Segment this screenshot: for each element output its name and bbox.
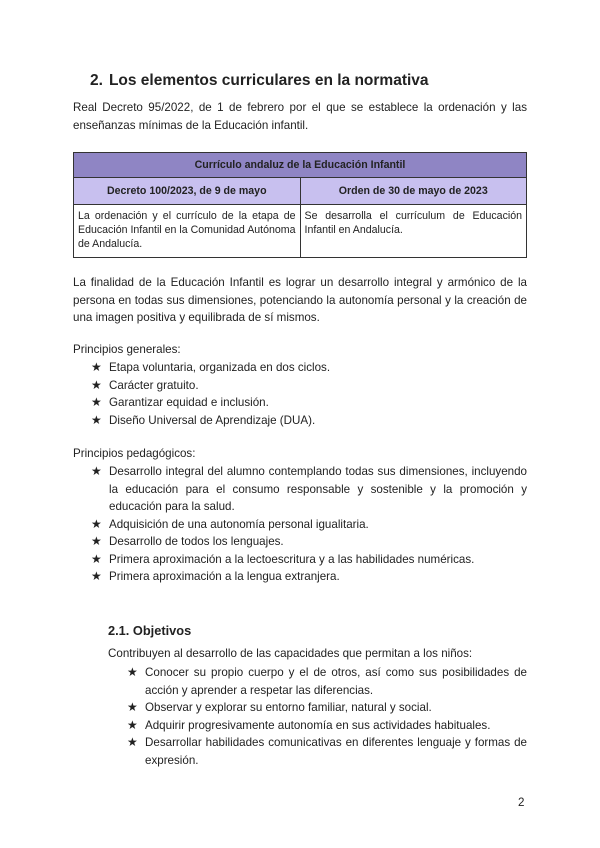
page-number: 2 <box>518 796 525 809</box>
list-item: ★ Conocer su propio cuerpo y el de otros, así como sus posibilidades de acción y aprender a respetar las diferencias. <box>127 665 527 697</box>
list-item: ★ Primera aproximación a la lectoescritura y a las habilidades numéricas. <box>91 551 527 569</box>
intro-paragraph: Real Decreto 95/2022, de 1 de febrero por el que se establece la ordenación y las enseñanzas mínimas de la Educación infantil. <box>73 101 527 132</box>
list-item: ★ Carácter gratuito. <box>91 377 527 395</box>
general-principles-list <box>91 359 527 429</box>
list-item: ★ Desarrollar habilidades comunicativas en diferentes lenguaje y formas de expresión. <box>127 735 527 767</box>
star-bullet-icon: ★ <box>127 700 138 714</box>
star-bullet-icon: ★ <box>91 395 102 409</box>
list-item: ★ Diseño Universal de Aprendizaje (DUA). <box>91 412 527 430</box>
table-cell-orden: Se desarrolla el currículum de Educación Infantil en Andalucía. <box>300 205 527 258</box>
list-item: ★ Adquisición de una autonomía personal igualitaria. <box>91 516 527 534</box>
general-principles-label: Principios generales: <box>73 343 181 356</box>
star-bullet-icon: ★ <box>91 569 102 583</box>
table-cell-decreto: La ordenación y el currículo de la etapa de Educación Infantil en la Comunidad Autónoma de Andalucía. <box>74 205 301 258</box>
star-bullet-icon: ★ <box>127 665 138 679</box>
list-item: ★ Observar y explorar su entorno familiar, natural y social. <box>127 699 527 717</box>
section-heading <box>90 72 429 90</box>
star-bullet-icon: ★ <box>127 717 138 732</box>
section-title: Los elementos curriculares en la normativa <box>108 72 429 89</box>
subsection-heading: 2.1. Objetivos <box>108 623 192 638</box>
star-bullet-icon: ★ <box>91 360 102 374</box>
purpose-paragraph: La finalidad de la Educación Infantil es lograr un desarrollo integral y armónico de la persona en todas sus dimensiones, potenciando la autonomía personal y la creación de una imagen positiva y equilibrada de sí mismos. <box>73 276 527 324</box>
list-item: ★ Desarrollo integral del alumno contemplando todas sus dimensiones, incluyendo la educación para el consumo responsable y sostenible y la promoción y educación para la salud. <box>91 464 527 513</box>
table-header-decreto: Decreto 100/2023, de 9 de mayo <box>74 178 301 205</box>
star-bullet-icon: ★ <box>91 516 102 531</box>
star-bullet-icon: ★ <box>91 464 102 478</box>
pedagogical-principles-list <box>91 463 527 586</box>
section-number: 2. <box>90 72 103 89</box>
list-item: ★ Desarrollo de todos los lenguajes. <box>91 533 527 551</box>
curriculum-table <box>73 152 527 258</box>
star-bullet-icon: ★ <box>91 551 102 566</box>
objectives-intro: Contribuyen al desarrollo de las capacidades que permitan a los niños: <box>108 647 473 660</box>
table-title: Currículo andaluz de la Educación Infantil <box>74 153 527 178</box>
star-bullet-icon: ★ <box>91 412 102 427</box>
star-bullet-icon: ★ <box>91 534 102 548</box>
list-item: ★ Primera aproximación a la lengua extranjera. <box>91 568 527 586</box>
star-bullet-icon: ★ <box>91 377 102 392</box>
objectives-list <box>127 664 527 769</box>
list-item: ★ Adquirir progresivamente autonomía en sus actividades habituales. <box>127 717 527 735</box>
pedagogical-principles-label: Principios pedagógicos: <box>73 447 196 460</box>
table-header-orden: Orden de 30 de mayo de 2023 <box>300 178 527 205</box>
list-item: ★ Garantizar equidad e inclusión. <box>91 394 527 412</box>
star-bullet-icon: ★ <box>127 735 138 749</box>
list-item: ★ Etapa voluntaria, organizada en dos ciclos. <box>91 359 527 377</box>
